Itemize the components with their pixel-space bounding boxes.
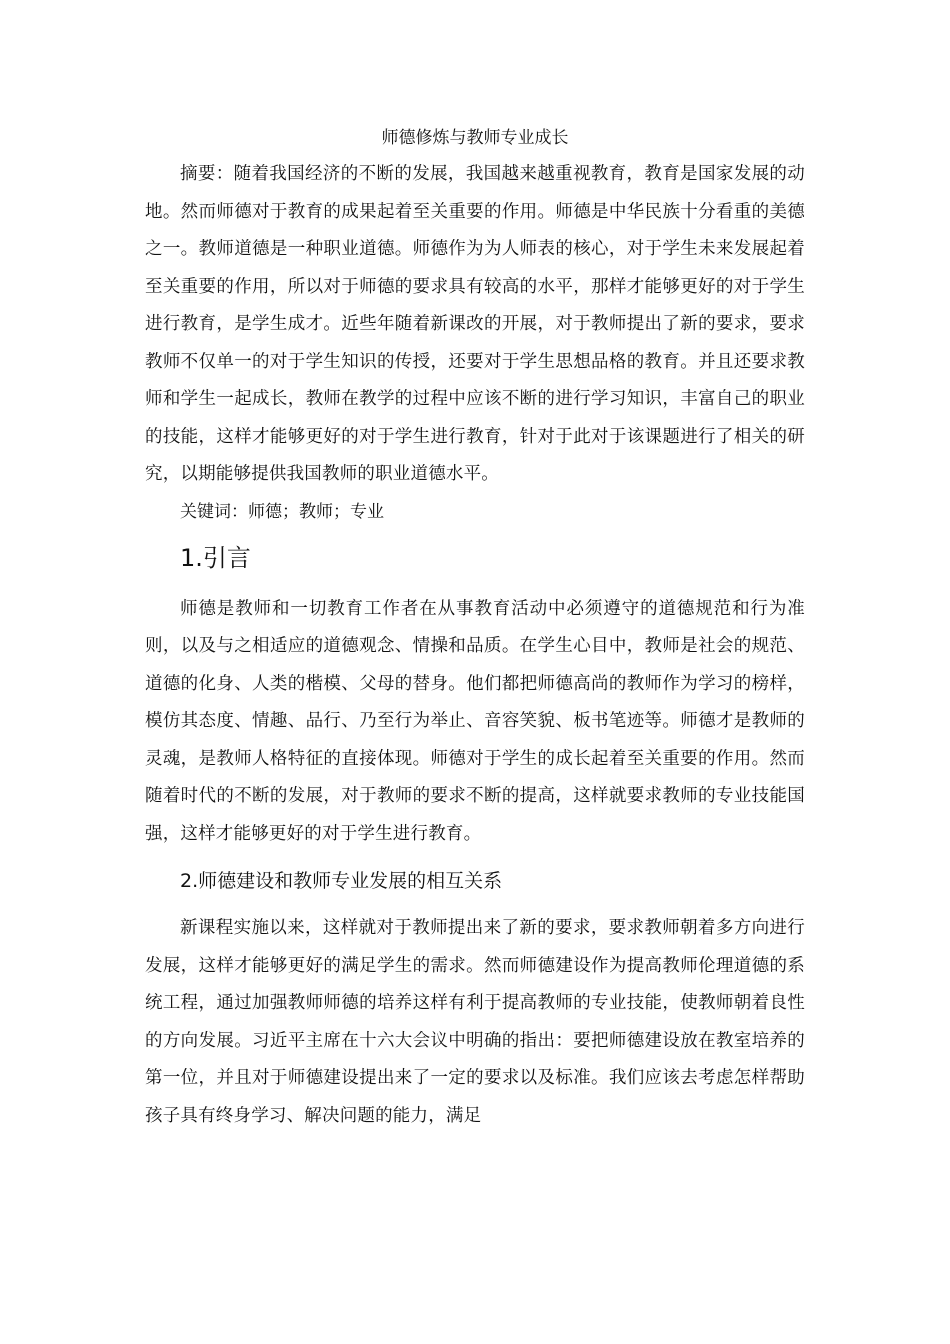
section-1-heading: 1.引言: [180, 543, 251, 572]
document-content: [145, 120, 805, 1135]
document-title: 师德修炼与教师专业成长: [381, 128, 569, 148]
section-2-paragraph: 新课程实施以来，这样就对于教师提出来了新的要求，要求教师朝着多方向进行发展，这样才能够更好的满足学生的需求。然而师德建设作为提高教师伦理道德的系统工程，通过加强教师师德的培养这样有利于提高教师的专业技能，使教师朝着良性的方向发展。习近平主席在十六大会议中明确的指出：要把师德建设放在教室培养的第一位，并且对于师德建设提出来了一定的要求以及标准。我们应该去考虑怎样帮助孩子具有终身学习、解决问题的能力，满足: [145, 918, 805, 1126]
section-1-paragraph: 师德是教师和一切教育工作者在从事教育活动中必须遵守的道德规范和行为准则，以及与之相适应的道德观念、情操和品质。在学生心目中，教师是社会的规范、道德的化身、人类的楷模、父母的替身。他们都把师德高尚的教师作为学习的榜样，模仿其态度、情趣、品行、乃至行为举止、音容笑貌、板书笔迹等。师德才是教师的灵魂，是教师人格特征的直接体现。师德对于学生的成长起着至关重要的作用。然而随着时代的不断的发展，对于教师的要求不断的提高，这样就要求教师的专业技能国强，这样才能够更好的对于学生进行教育。: [145, 598, 805, 844]
abstract-paragraph: 摘要：随着我国经济的不断的发展，我国越来越重视教育，教育是国家发展的动地。然而师德对于教育的成果起着至关重要的作用。师德是中华民族十分看重的美德之一。教师道德是一种职业道德。师德作为为人师表的核心，对于学生未来发展起着至关重要的作用，所以对于师德的要求具有较高的水平，那样才能够更好的对于学生进行教育，是学生成才。近些年随着新课改的开展，对于教师提出了新的要求，要求教师不仅单一的对于学生知识的传授，还要对于学生思想品格的教育。并且还要求教师和学生一起成长，教师在教学的过程中应该不断的进行学习知识，丰富自己的职业的技能，这样才能够更好的对于学生进行教育，针对于此对于该课题进行了相关的研究，以期能够提供我国教师的职业道德水平。: [145, 164, 805, 484]
keywords-line: 关键词：师德；教师；专业: [180, 501, 384, 522]
section-2-heading: 2.师德建设和教师专业发展的相互关系: [180, 870, 503, 892]
